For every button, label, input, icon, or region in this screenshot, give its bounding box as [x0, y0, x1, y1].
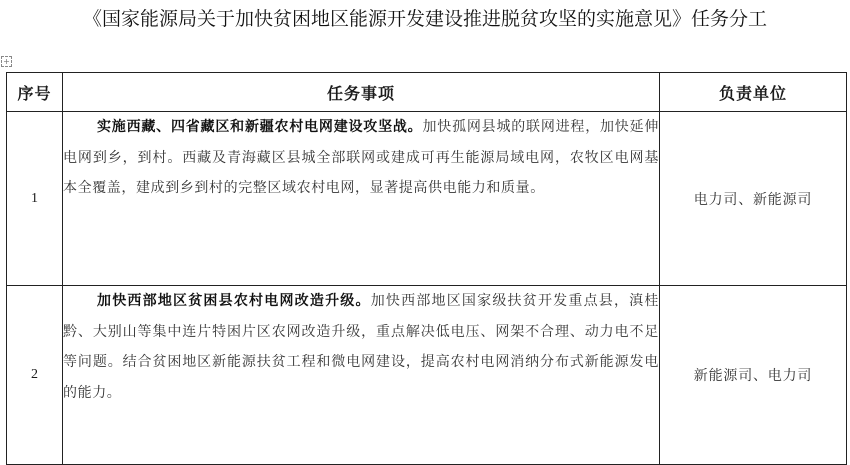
responsible-unit: 电力司、新能源司	[660, 112, 847, 286]
task-lead: 实施西藏、四省藏区和新疆农村电网建设攻坚战。	[97, 119, 423, 135]
document-title: 《国家能源局关于加快贫困地区能源开发建设推进脱贫攻坚的实施意见》任务分工	[82, 8, 767, 30]
task-description	[63, 286, 660, 465]
responsible-unit: 新能源司、电力司	[660, 286, 847, 465]
task-table	[6, 72, 847, 465]
task-lead: 加快西部地区贫困县农村电网改造升级。	[97, 293, 371, 309]
task-body: 加快孤网县城的联网进程，加快延伸电网到乡，到村。西藏及青海藏区县城全部联网或建成可再生能源局域电网，农牧区电网基本全覆盖，建成到乡到村的完整区域农村电网，显著提高供电能力和质量。	[63, 119, 659, 196]
table-row	[7, 286, 847, 465]
row-number: 1	[7, 112, 63, 286]
header-no: 序号	[7, 73, 63, 112]
header-unit: 负责单位	[660, 73, 847, 112]
task-body: 加快西部地区国家级扶贫开发重点县，滇桂黔、大别山等集中连片特困片区农网改造升级，重点解决低电压、网架不合理、动力电不足等问题。结合贫困地区新能源扶贫工程和微电网建设，提高农村电网消纳分布式新能源发电的能力。	[63, 293, 659, 401]
task-description	[63, 112, 660, 286]
table-row	[7, 112, 847, 286]
table-header-row	[7, 73, 847, 112]
header-task: 任务事项	[63, 73, 660, 112]
table-move-handle-icon[interactable]: +	[1, 56, 12, 67]
row-number: 2	[7, 286, 63, 465]
